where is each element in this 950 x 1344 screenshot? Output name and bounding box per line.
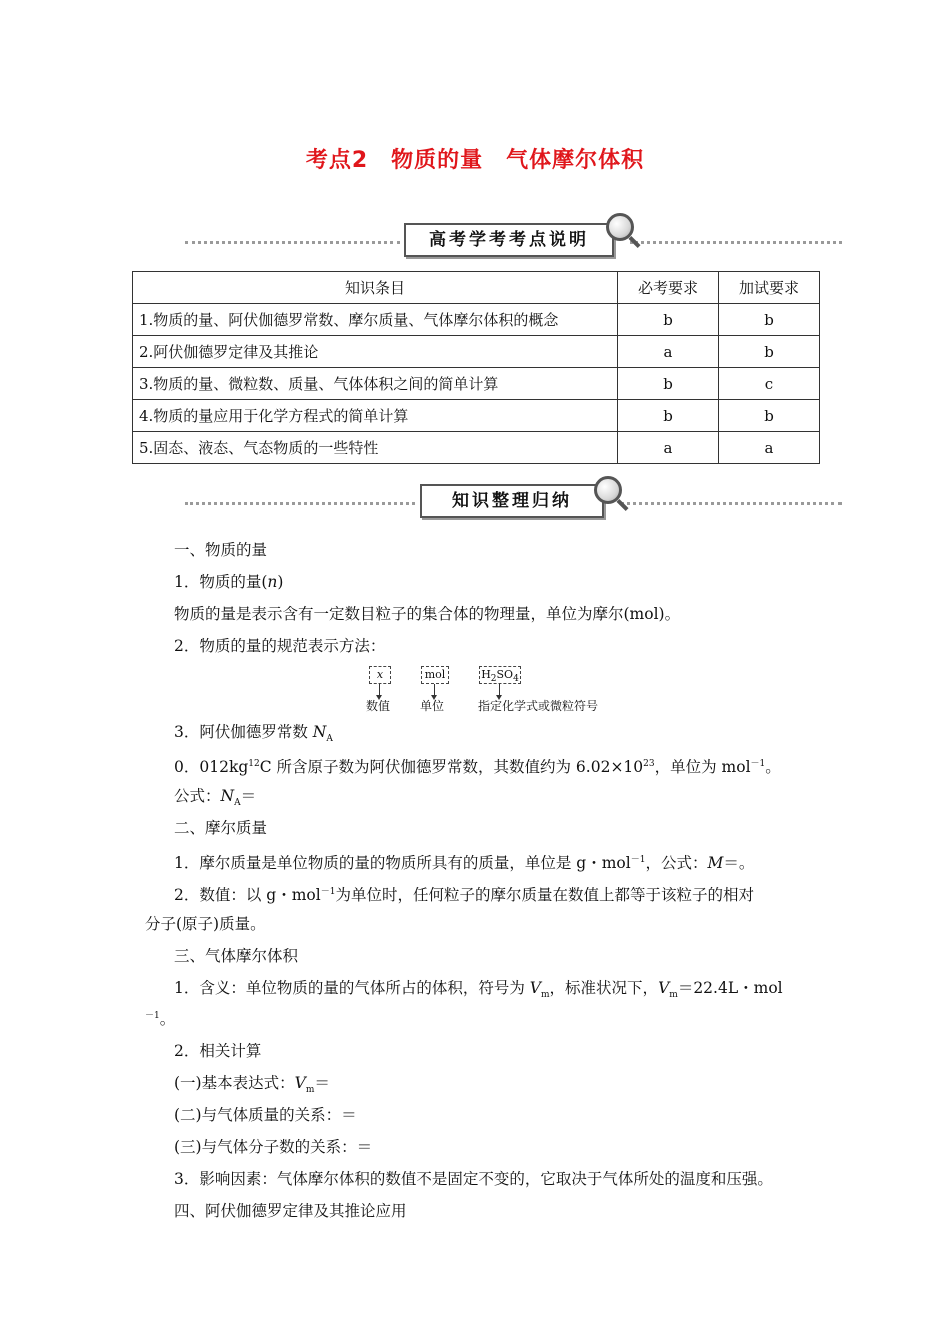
text: 3．影响因素：气体摩尔体积的数值不是固定不变的，它取决于气体所处的温度和压强。 [174, 1170, 773, 1188]
superscript: 23 [643, 759, 655, 769]
superscript: 12 [248, 759, 260, 769]
dotted-rule-left [185, 502, 415, 505]
row-required: b [618, 400, 719, 432]
variable: V [294, 1074, 306, 1092]
diagram-box-value [369, 666, 391, 684]
variable: n [267, 573, 278, 591]
text: 四、阿伏伽德罗定律及其推论应用 [174, 1202, 407, 1220]
table-row [133, 400, 820, 432]
paragraph [174, 571, 283, 593]
paragraph [174, 1136, 372, 1158]
paragraph [174, 1072, 330, 1101]
paragraph [174, 849, 754, 874]
text: 公式： [174, 787, 221, 805]
row-item: 4.物质的量应用于化学方程式的简单计算 [133, 400, 618, 432]
text: ，单位为 mol [654, 758, 751, 777]
text: 4 [513, 674, 519, 685]
diagram-label-value: 数值 [366, 699, 391, 713]
paragraph [174, 635, 385, 657]
paragraph [174, 977, 783, 1006]
magnifier-handle-icon [616, 499, 628, 511]
row-additional: b [719, 336, 820, 368]
row-item: 2.阿伏伽德罗定律及其推论 [133, 336, 618, 368]
diagram-box-formula [479, 666, 521, 684]
superscript: －1 [320, 887, 336, 897]
subscript: m [669, 990, 678, 1001]
text: ，标准状况下， [549, 979, 659, 997]
row-additional: a [719, 432, 820, 464]
table-row [133, 336, 820, 368]
diagram-label-formula: 指定化学式或微粒符号 [478, 699, 599, 713]
superscript: －1 [145, 1011, 160, 1021]
text: ＝ [314, 1074, 330, 1092]
dotted-rule-left [185, 241, 400, 244]
dotted-rule-right [630, 241, 842, 244]
row-item: 5.固态、液态、气态物质的一些特性 [133, 432, 618, 464]
paragraph [174, 881, 754, 906]
text: 1．物质的量( [174, 573, 268, 591]
text: 0．012kg [174, 758, 249, 777]
text: 。 [159, 1010, 176, 1029]
text: 为单位时，任何粒子的摩尔质量在数值上都等于该粒子的相对 [335, 886, 754, 905]
table-row [133, 368, 820, 400]
text: H [481, 668, 491, 681]
text: ，公式： [645, 854, 708, 873]
subscript: A [234, 798, 241, 809]
text: 3．阿伏伽德罗常数 [174, 723, 313, 741]
table-row [133, 304, 820, 336]
paragraph [174, 1168, 773, 1190]
paragraph [174, 1040, 261, 1062]
text: 分子(原子)质量。 [145, 915, 266, 933]
variable: V [529, 979, 541, 997]
section-banner-knowledge-summary: 知识整理归纳 [420, 484, 604, 518]
subscript: m [541, 990, 550, 1001]
header-required: 必考要求 [618, 272, 719, 304]
text: 1．含义：单位物质的量的气体所占的体积，符号为 [174, 979, 530, 997]
text: (二)与气体质量的关系：＝ [174, 1106, 357, 1124]
text: 三、气体摩尔体积 [174, 947, 299, 965]
dotted-rule-right [620, 502, 842, 505]
page-title: 考点2 物质的量 气体摩尔体积 [305, 148, 645, 173]
text: SO [496, 668, 514, 681]
text: (一)基本表达式： [174, 1074, 295, 1092]
text: C 所含原子数为阿伏伽德罗常数，其数值约为 6.02×10 [259, 758, 644, 777]
variable: M [707, 854, 724, 873]
section-heading-4 [174, 1200, 407, 1222]
header-additional: 加试要求 [719, 272, 820, 304]
text: 2．数值：以 g・mol [174, 886, 321, 905]
paragraph [174, 785, 256, 814]
row-required: a [618, 336, 719, 368]
section-heading-3 [174, 945, 298, 967]
text: 物质的量是表示含有一定数目粒子的集合体的物理量，单位为摩尔(mol)。 [174, 605, 681, 623]
superscript: －1 [750, 759, 766, 769]
row-required: b [618, 304, 719, 336]
subscript: A [326, 734, 333, 745]
row-additional: b [719, 304, 820, 336]
text: ＝ [240, 787, 257, 805]
section-heading-2 [174, 817, 267, 839]
row-additional: c [719, 368, 820, 400]
variable: N [312, 723, 327, 741]
text: x [376, 668, 384, 681]
section-banner-exam-notes: 高考学考考点说明 [404, 223, 614, 257]
variable: N [220, 787, 235, 805]
text: mol [424, 668, 446, 681]
diagram-box-unit [421, 666, 449, 684]
text: 2．相关计算 [174, 1042, 262, 1060]
section-heading-1 [174, 539, 267, 561]
paragraph [174, 1104, 357, 1126]
row-additional: b [719, 400, 820, 432]
paragraph-continuation [145, 913, 266, 935]
text: ) [277, 573, 284, 591]
variable: V [658, 979, 670, 997]
text: 二、摩尔质量 [174, 819, 268, 837]
text: 2．物质的量的规范表示方法： [174, 637, 386, 655]
knowledge-table [132, 271, 820, 464]
header-knowledge-item: 知识条目 [133, 272, 618, 304]
row-item: 3.物质的量、微粒数、质量、气体体积之间的简单计算 [133, 368, 618, 400]
paragraph-continuation [145, 1005, 175, 1030]
text: 1．摩尔质量是单位物质的量的物质所具有的质量，单位是 g・mol [174, 854, 631, 873]
table-header-row [133, 272, 820, 304]
text: 一、物质的量 [174, 541, 268, 559]
text: ＝22.4L・mol [677, 979, 783, 997]
text: 。 [765, 758, 781, 777]
text: 2 [490, 674, 497, 685]
paragraph [174, 603, 680, 625]
diagram-label-unit: 单位 [420, 699, 445, 713]
row-required: a [618, 432, 719, 464]
paragraph [174, 753, 781, 778]
paragraph [174, 721, 333, 750]
superscript: －1 [630, 855, 646, 865]
text: (三)与气体分子数的关系：＝ [174, 1138, 373, 1156]
table-row [133, 432, 820, 464]
subscript: m [305, 1085, 315, 1096]
row-required: b [618, 368, 719, 400]
row-item: 1.物质的量、阿伏伽德罗常数、摩尔质量、气体摩尔体积的概念 [133, 304, 618, 336]
text: ＝。 [723, 854, 755, 873]
